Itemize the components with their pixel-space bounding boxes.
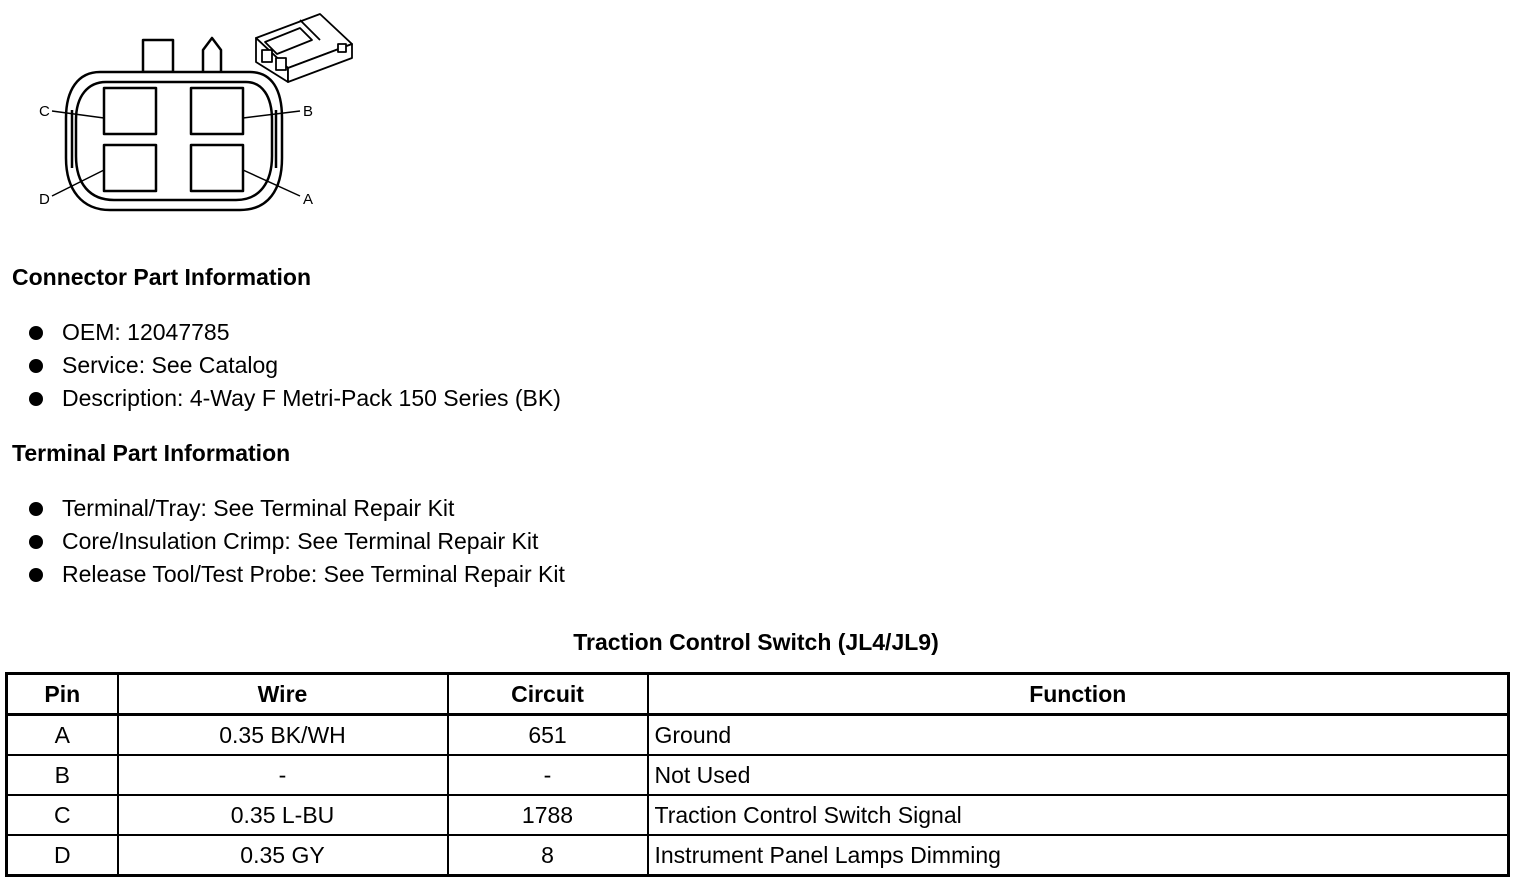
table-row: [7, 835, 1509, 876]
terminal-info-list: [0, 492, 565, 591]
connector-info-heading: Connector Part Information: [12, 264, 312, 290]
cell-circuit: -: [448, 755, 648, 795]
list-item: [0, 558, 565, 591]
cell-pin: B: [7, 755, 118, 795]
header-pin: Pin: [7, 674, 118, 715]
bullet-icon: [29, 392, 43, 406]
cell-function: Instrument Panel Lamps Dimming: [648, 835, 1509, 876]
cell-pin: D: [7, 835, 118, 876]
terminal-crimp: Core/Insulation Crimp: See Terminal Repair Kit: [62, 528, 539, 554]
connector-housing-outer: [66, 72, 282, 210]
bullet-icon: [29, 502, 43, 516]
bullet-icon: [29, 568, 43, 582]
connector-service: Service: See Catalog: [62, 352, 279, 378]
list-item: [0, 492, 565, 525]
connector-info-list: [0, 316, 561, 415]
table-row: [7, 755, 1509, 795]
list-item: [0, 525, 565, 558]
pin-label-d: D: [39, 191, 50, 208]
header-circuit: Circuit: [448, 674, 648, 715]
header-wire: Wire: [118, 674, 448, 715]
cell-pin: A: [7, 715, 118, 756]
terminal-tray: Terminal/Tray: See Terminal Repair Kit: [62, 495, 455, 521]
connector-description: Description: 4-Way F Metri-Pack 150 Series (BK): [62, 385, 561, 411]
cell-function: Traction Control Switch Signal: [648, 795, 1509, 835]
connector-3d-thumbnail: [256, 14, 352, 82]
terminal-info-heading: Terminal Part Information: [12, 440, 291, 466]
pin-label-a: A: [303, 191, 314, 208]
cell-circuit: 1788: [448, 795, 648, 835]
header-function: Function: [648, 674, 1509, 715]
bullet-icon: [29, 326, 43, 340]
pin-label-c: C: [39, 103, 50, 120]
bullet-icon: [29, 359, 43, 373]
bullet-icon: [29, 535, 43, 549]
connector-oem: OEM: 12047785: [62, 319, 230, 345]
cavity-c: [104, 88, 156, 134]
connector-diagram: [0, 0, 380, 225]
table-title: Traction Control Switch (JL4/JL9): [573, 629, 939, 655]
list-item: [0, 349, 561, 382]
list-item: [0, 316, 561, 349]
cell-wire: -: [118, 755, 448, 795]
cavity-d: [104, 145, 156, 191]
cell-wire: 0.35 L-BU: [118, 795, 448, 835]
cell-circuit: 8: [448, 835, 648, 876]
table-row: [7, 715, 1509, 756]
cavity-b: [191, 88, 243, 134]
list-item: [0, 382, 561, 415]
pin-table: [5, 672, 1510, 877]
cell-pin: C: [7, 795, 118, 835]
cell-wire: 0.35 GY: [118, 835, 448, 876]
terminal-release-tool: Release Tool/Test Probe: See Terminal Repair Kit: [62, 561, 565, 587]
table-header-row: [7, 674, 1509, 715]
cell-circuit: 651: [448, 715, 648, 756]
cell-function: Ground: [648, 715, 1509, 756]
connector-top-tab: [143, 40, 173, 72]
cell-function: Not Used: [648, 755, 1509, 795]
cell-wire: 0.35 BK/WH: [118, 715, 448, 756]
pin-label-b: B: [303, 103, 314, 120]
table-row: [7, 795, 1509, 835]
cavity-a: [191, 145, 243, 191]
